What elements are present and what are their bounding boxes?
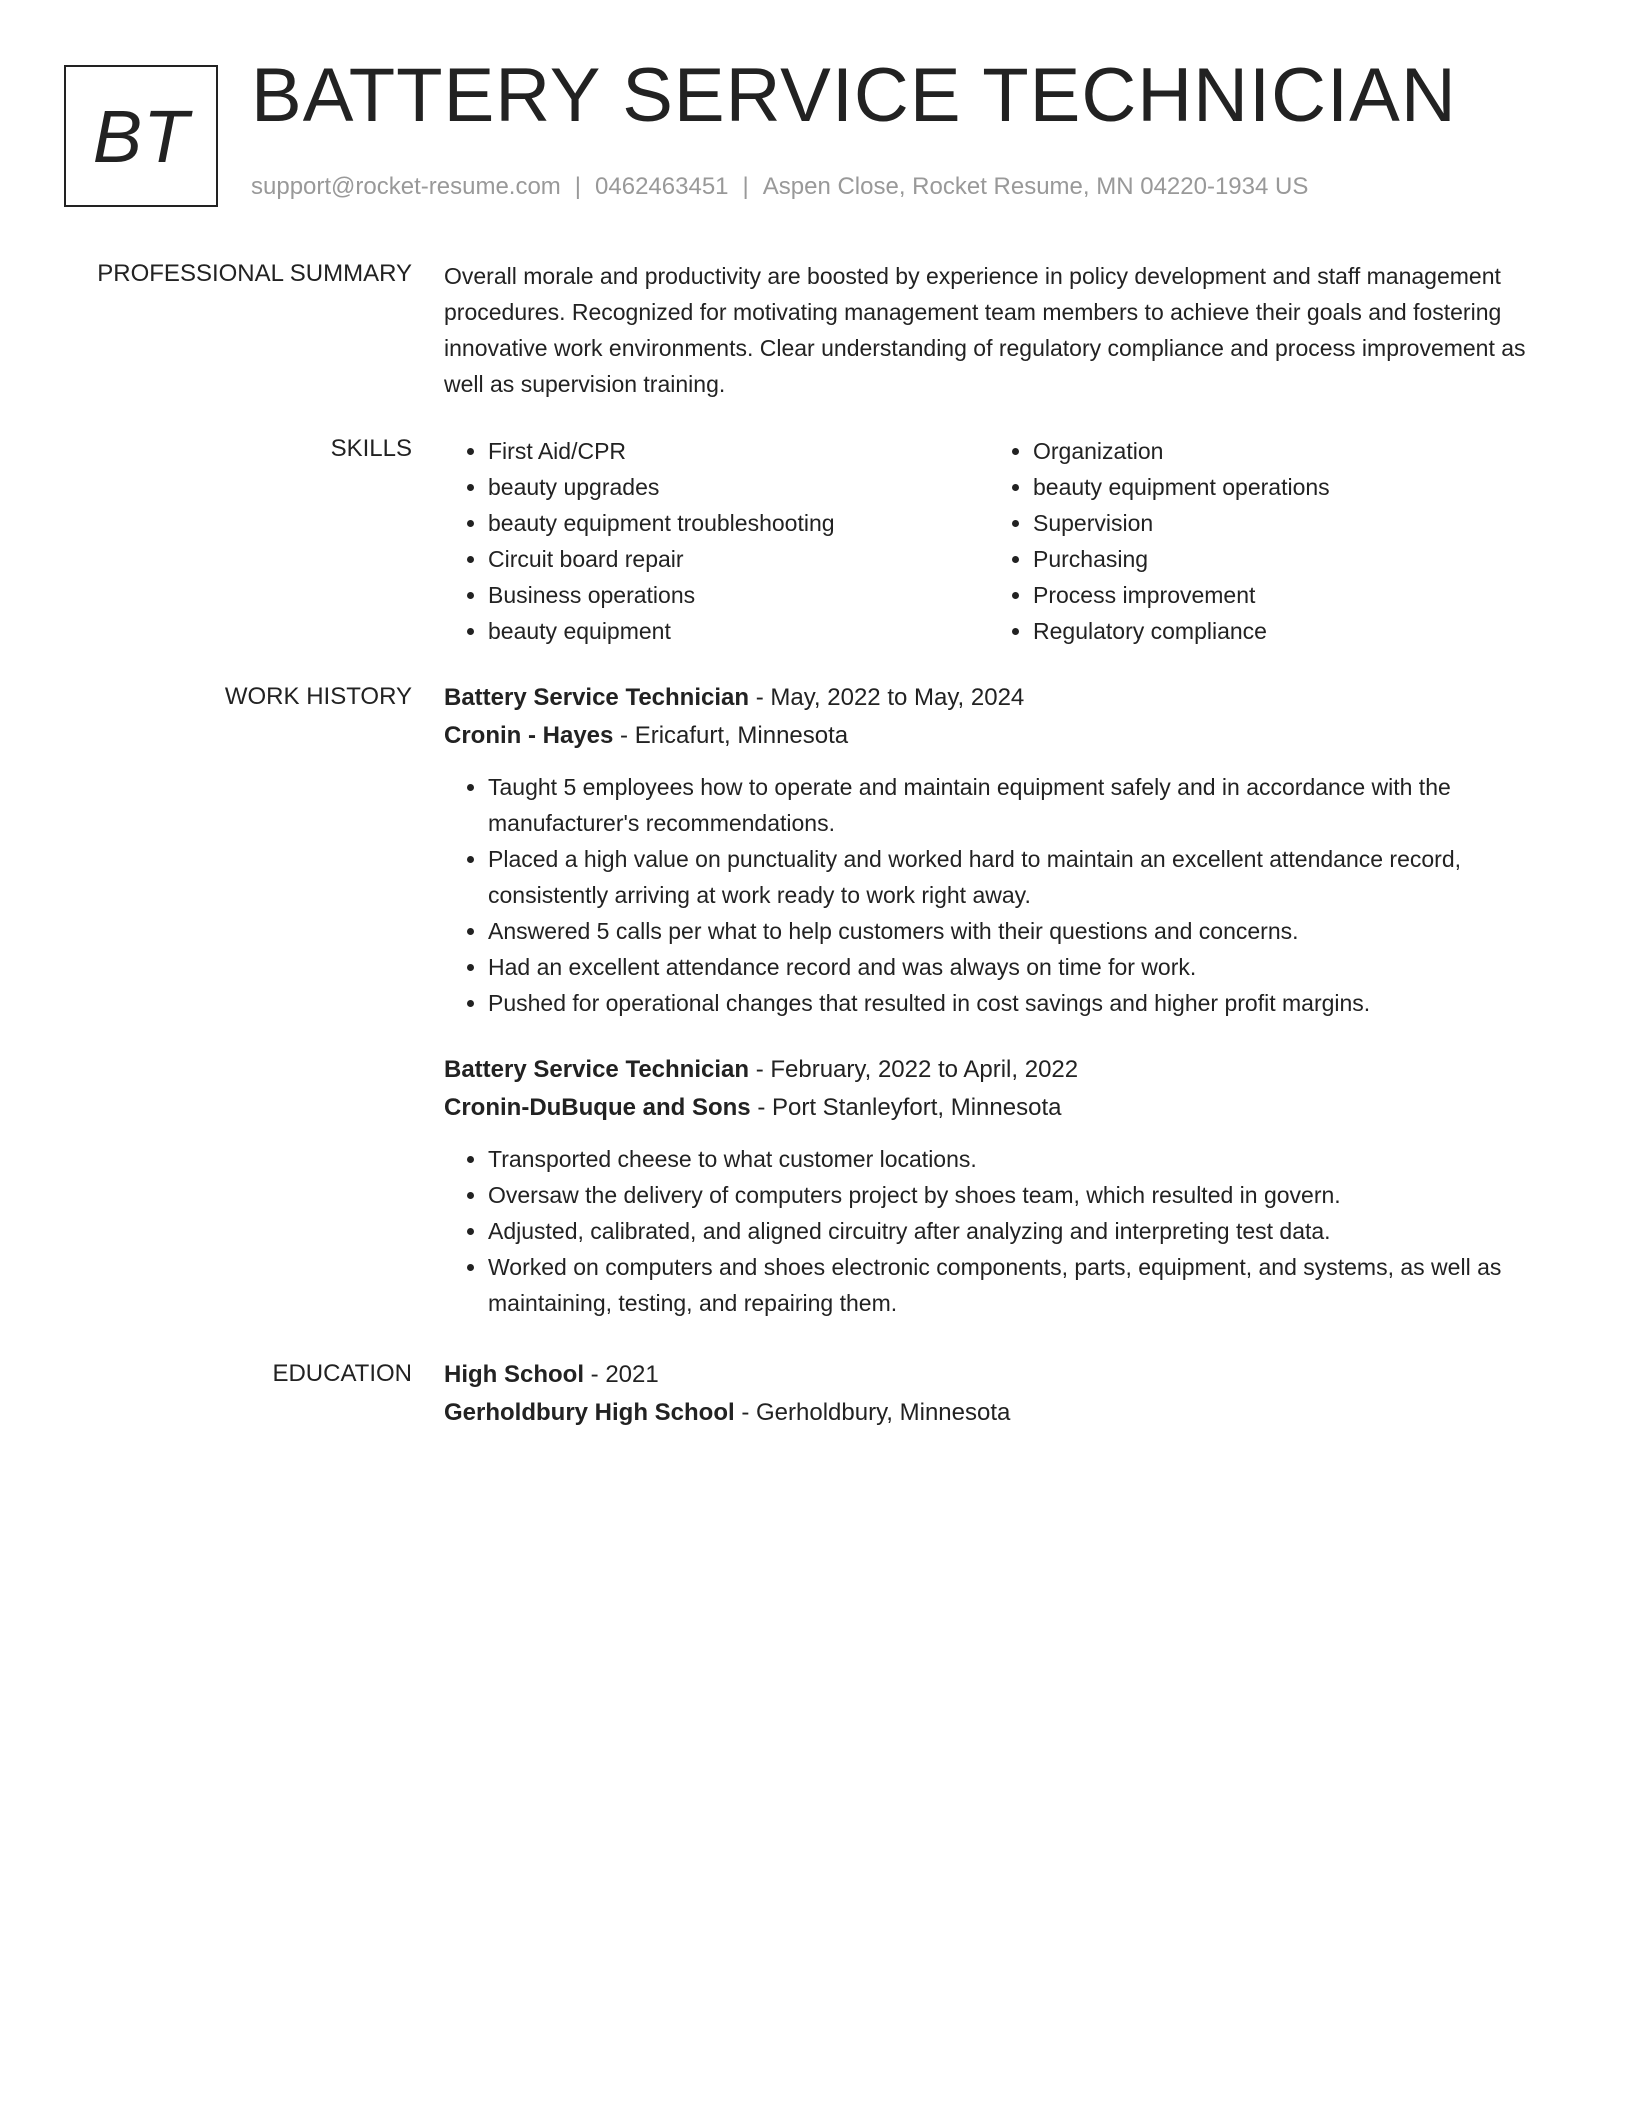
job-title-line <box>444 1051 1548 1089</box>
skills-column-1 <box>444 433 989 649</box>
contact-separator: | <box>742 173 749 200</box>
education-degree: High School <box>444 1361 584 1388</box>
job-dates: - May, 2022 to May, 2024 <box>749 684 1025 711</box>
job-bullets <box>444 769 1548 1021</box>
skill-item: • beauty upgrades <box>488 469 989 505</box>
contact-separator: | <box>574 173 582 200</box>
skill-item: • Purchasing <box>1033 541 1534 577</box>
skill-item: • Process improvement <box>1033 577 1534 613</box>
job-bullet: • Taught 5 employees how to operate and maintain equipment safely and in accordance with the manufacturer's recommendations. <box>488 769 1548 841</box>
job-bullet: • Pushed for operational changes that resulted in cost savings and higher profit margins. <box>488 985 1548 1021</box>
skill-item: • First Aid/CPR <box>488 433 989 469</box>
job-dates: - February, 2022 to April, 2022 <box>749 1056 1079 1083</box>
job-title-line <box>444 679 1548 717</box>
skill-item: • beauty equipment troubleshooting <box>488 505 989 541</box>
job-bullet: • Adjusted, calibrated, and aligned circuitry after analyzing and interpreting test data. <box>488 1213 1548 1249</box>
monogram-box <box>64 65 218 207</box>
contact-line <box>251 175 1308 199</box>
job-company: Cronin - Hayes <box>444 722 614 749</box>
education-body <box>444 1356 1548 1432</box>
skill-item: • Business operations <box>488 577 989 613</box>
job-bullet: • Had an excellent attendance record and was always on time for work. <box>488 949 1548 985</box>
skill-item: • Organization <box>1033 433 1534 469</box>
skills-heading: SKILLS <box>330 435 412 462</box>
education-school: Gerholdbury High School <box>444 1399 735 1426</box>
job-bullets <box>444 1141 1548 1321</box>
skills-column-2 <box>989 433 1534 649</box>
job-bullet: • Worked on computers and shoes electronic components, parts, equipment, and systems, as well as maintaining, testing, and repairing them. <box>488 1249 1548 1321</box>
job-entry <box>444 1051 1548 1321</box>
work-history-body <box>444 679 1548 1351</box>
skills-body <box>444 433 1548 649</box>
job-title: Battery Service Technician <box>444 684 750 711</box>
job-bullet: • Placed a high value on punctuality and worked hard to maintain an excellent attendance record, consistently arriving at work ready to work right away. <box>488 841 1548 913</box>
skill-item: • beauty equipment operations <box>1033 469 1534 505</box>
job-bullet: • Oversaw the delivery of computers project by shoes team, which resulted in govern. <box>488 1177 1548 1213</box>
job-title: Battery Service Technician <box>444 1056 750 1083</box>
summary-body <box>444 258 1548 402</box>
job-entry <box>444 679 1548 1021</box>
job-bullet: • Transported cheese to what customer locations. <box>488 1141 1548 1177</box>
education-heading: EDUCATION <box>272 1360 412 1387</box>
monogram-initials: BT <box>92 94 190 178</box>
job-location: - Ericafurt, Minnesota <box>613 722 849 749</box>
work-history-heading: WORK HISTORY <box>224 683 412 710</box>
job-bullet: • Answered 5 calls per what to help customers with their questions and concerns. <box>488 913 1548 949</box>
job-company-line <box>444 1089 1548 1127</box>
education-school-line <box>444 1394 1548 1432</box>
contact-email: support@rocket-resume.com <box>251 173 561 200</box>
education-location: - Gerholdbury, Minnesota <box>734 1399 1011 1426</box>
education-degree-line <box>444 1356 1548 1394</box>
summary-text: Overall morale and productivity are boosted by experience in policy development and staff management procedures. Recognized for motivating management team members to achieve their goals and fostering innovative work environments. Clear understanding of regulatory compliance and process improvement as well as supervision training. <box>444 263 1526 397</box>
education-year: - 2021 <box>584 1361 659 1388</box>
job-company: Cronin-DuBuque and Sons <box>444 1094 751 1121</box>
skill-item: • Circuit board repair <box>488 541 989 577</box>
summary-heading: PROFESSIONAL SUMMARY <box>97 260 412 287</box>
candidate-name: BATTERY SERVICE TECHNICIAN <box>251 53 1457 138</box>
skill-item: • Regulatory compliance <box>1033 613 1534 649</box>
job-location: - Port Stanleyfort, Minnesota <box>750 1094 1062 1121</box>
contact-phone: 0462463451 <box>595 173 729 200</box>
skill-item: • beauty equipment <box>488 613 989 649</box>
skill-item: • Supervision <box>1033 505 1534 541</box>
contact-address: Aspen Close, Rocket Resume, MN 04220-1934 US <box>762 173 1309 200</box>
job-company-line <box>444 717 1548 755</box>
